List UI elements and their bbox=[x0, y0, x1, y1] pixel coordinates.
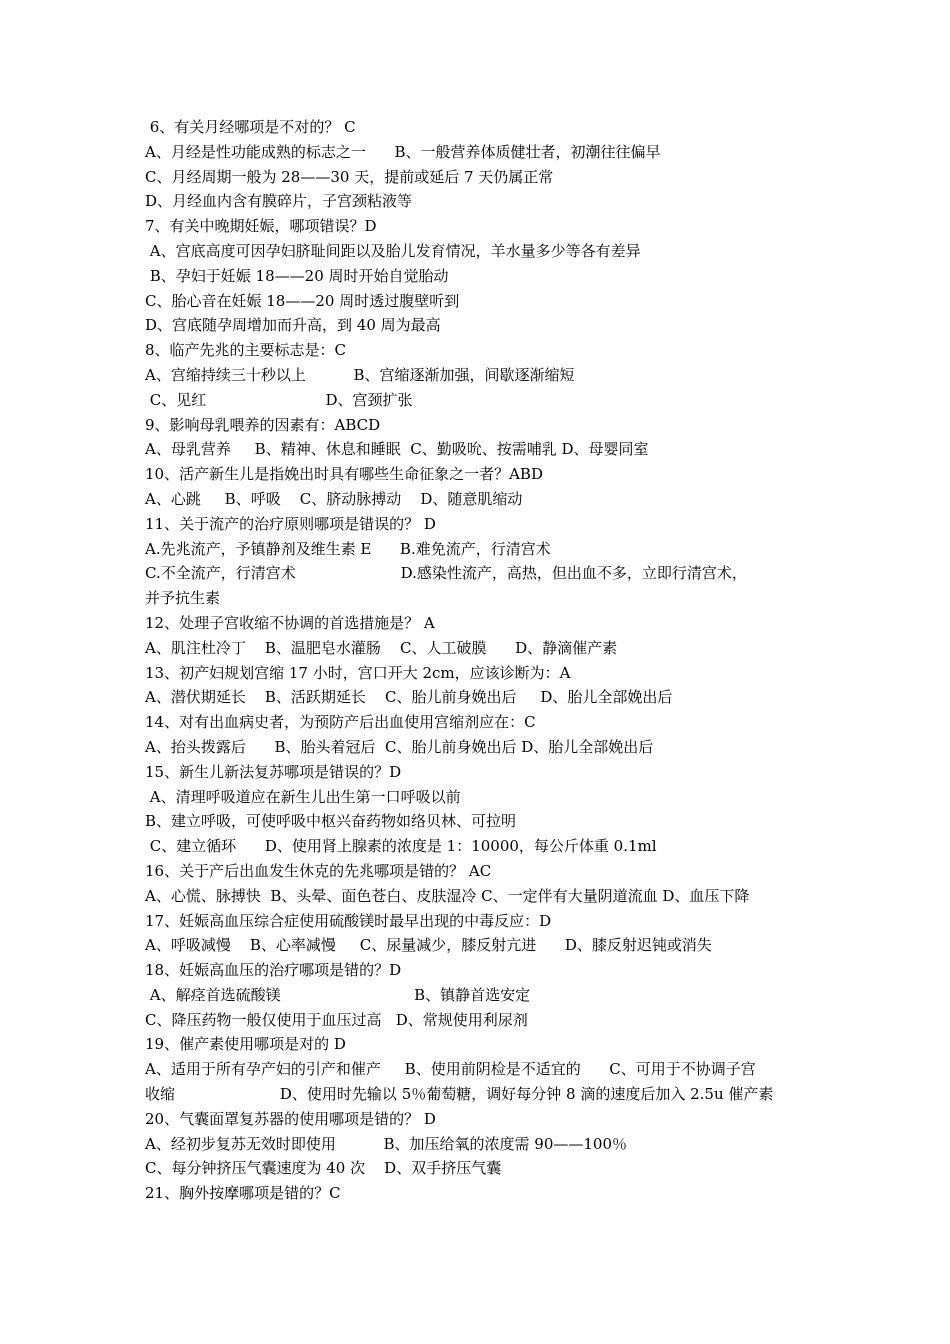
question-11-options-ab: A.先兆流产，予镇静剂及维生素 E B.难免流产，行清宫术 bbox=[145, 539, 551, 558]
question-16-options: A、心慌、脉搏快 B、头晕、面色苍白、皮肤湿冷 C、一定伴有大量阴道流血 D、血压下降 bbox=[145, 886, 750, 905]
question-15-options-cd: C、建立循环 D、使用肾上腺素的浓度是 1：10000，每公斤体重 0.1ml bbox=[145, 837, 657, 856]
question-18-options-cd: C、降压药物一般仅使用于血压过高 D、常规使用利尿剂 bbox=[145, 1010, 528, 1029]
question-6-options-ab: A、月经是性功能成熟的标志之一 B、一般营养体质健壮者，初潮往往偏早 bbox=[145, 142, 661, 161]
question-7-option-c: C、胎心音在妊娠 18——20 周时透过腹壁听到 bbox=[145, 291, 460, 310]
question-15-stem: 15、新生儿新法复苏哪项是错误的？D bbox=[145, 762, 402, 781]
question-7-option-b: B、孕妇于妊娠 18——20 周时开始自觉胎动 bbox=[145, 266, 449, 285]
question-14-options: A、抬头拨露后 B、胎头着冠后 C、胎儿前身娩出后 D、胎儿全部娩出后 bbox=[145, 737, 654, 756]
question-20-options-ab: A、经初步复苏无效时即使用 B、加压给氧的浓度需 90——100％ bbox=[145, 1134, 628, 1153]
question-10-options: A、心跳 B、呼吸 C、脐动脉搏动 D、随意肌缩动 bbox=[145, 489, 523, 508]
question-14-stem: 14、对有出血病史者，为预防产后出血使用宫缩剂应在：C bbox=[145, 713, 536, 732]
question-13-stem: 13、初产妇规划宫缩 17 小时，宫口开大 2cm，应该诊断为：A bbox=[145, 663, 571, 682]
question-18-stem: 18、妊娠高血压的治疗哪项是错的？D bbox=[145, 961, 402, 980]
question-9-stem: 9、影响母乳喂养的因素有：ABCD bbox=[145, 415, 381, 434]
question-21-stem: 21、胸外按摩哪项是错的？C bbox=[145, 1184, 341, 1203]
document-page bbox=[145, 115, 825, 1206]
question-12-options: A、肌注杜冷丁 B、温肥皂水灌肠 C、人工破膜 D、静滴催产素 bbox=[145, 638, 618, 657]
question-8-options-cd: C、见红 D、宫颈扩张 bbox=[145, 390, 413, 409]
question-7-option-d: D、宫底随孕周增加而升高，到 40 周为最高 bbox=[145, 316, 441, 335]
question-19-stem: 19、催产素使用哪项是对的 D bbox=[145, 1035, 346, 1054]
question-17-options: A、呼吸减慢 B、心率减慢 C、尿量减少，膝反射亢进 D、膝反射迟钝或消失 bbox=[145, 936, 712, 955]
question-15-option-a: A、清理呼吸道应在新生儿出生第一口呼吸以前 bbox=[145, 787, 461, 806]
question-16-stem: 16、关于产后出血发生休克的先兆哪项是错的？ AC bbox=[145, 861, 492, 880]
question-13-options: A、潜伏期延长 B、活跃期延长 C、胎儿前身娩出后 D、胎儿全部娩出后 bbox=[145, 688, 673, 707]
question-8-options-ab: A、宫缩持续三十秒以上 B、宫缩逐渐加强，间歇逐渐缩短 bbox=[145, 365, 575, 384]
question-19-options-cd-cont: 收缩 D、使用时先输以 5％葡萄糖，调好每分钟 8 滴的速度后加入 2.5u 催产素 bbox=[145, 1085, 774, 1104]
question-20-options-cd: C、每分钟挤压气囊速度为 40 次 D、双手挤压气囊 bbox=[145, 1159, 502, 1178]
question-8-stem: 8、临产先兆的主要标志是：C bbox=[145, 341, 347, 360]
question-9-options: A、母乳营养 B、精神、休息和睡眠 C、勤吸吮、按需哺乳 D、母婴同室 bbox=[145, 440, 649, 459]
question-6-option-d: D、月经血内含有膜碎片，子宫颈粘液等 bbox=[145, 192, 413, 211]
question-18-options-ab: A、解痉首选硫酸镁 B、镇静首选安定 bbox=[145, 985, 531, 1004]
question-11-options-cd: C.不全流产，行清宫术 D.感染性流产，高热，但出血不多，立即行清宫术， bbox=[145, 564, 747, 583]
question-15-option-b: B、建立呼吸，可使呼吸中枢兴奋药物如络贝林、可拉明 bbox=[145, 812, 517, 831]
question-11-stem: 11、关于流产的治疗原则哪项是错误的？ D bbox=[145, 514, 436, 533]
question-7-stem: 7、有关中晚期妊娠，哪项错误？D bbox=[145, 217, 377, 236]
question-6-option-c: C、月经周期一般为 28——30 天，提前或延后 7 天仍属正常 bbox=[145, 167, 554, 186]
question-20-stem: 20、气囊面罩复苏器的使用哪项是错的？ D bbox=[145, 1109, 436, 1128]
question-6-stem: 6、有关月经哪项是不对的？ C bbox=[145, 118, 356, 136]
question-11-options-cd-cont: 并予抗生素 bbox=[145, 589, 221, 608]
question-17-stem: 17、妊娠高血压综合症使用硫酸镁时最早出现的中毒反应：D bbox=[145, 911, 552, 930]
question-12-stem: 12、处理子宫收缩不协调的首选措施是？ A bbox=[145, 613, 435, 632]
question-19-options-abc: A、适用于所有孕产妇的引产和催产 B、使用前阴检是不适宜的 C、可用于不协调子宫 bbox=[145, 1060, 756, 1079]
question-7-option-a: A、宫底高度可因孕妇脐耻间距以及胎儿发育情况，羊水量多少等各有差异 bbox=[145, 241, 641, 260]
question-10-stem: 10、活产新生儿是指娩出时具有哪些生命征象之一者？ABD bbox=[145, 465, 543, 484]
